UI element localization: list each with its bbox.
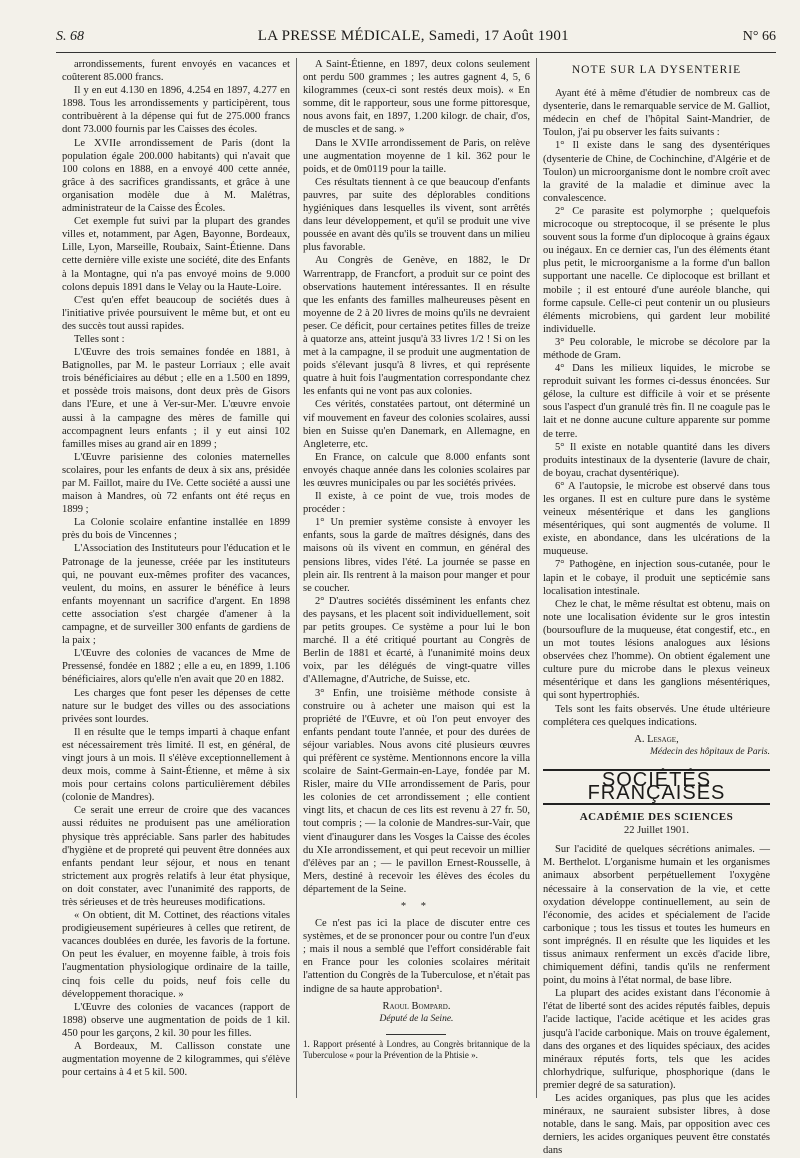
column-2 [296, 58, 536, 1098]
societes-heading: SOCIÉTÉS FRANÇAISES [543, 769, 770, 805]
paragraph: A Saint-Étienne, en 1897, deux colons seulement ont perdu 500 grammes ; les autres gagnent 4, 5, 6 kilogrammes (ceux-ci sont restés deux mois). « En somme, dit le rapporteur, sous une forme pittoresque, nous avons fait, en 1897, 1.200 kilogr. de chair, d'os, de muscles et de sang. » [302, 59, 530, 136]
note-title: NOTE SUR LA DYSENTERIE [571, 64, 742, 76]
paragraph: 3° Peu colorable, le microbe se décolore par la méthode de Gram. [542, 336, 770, 361]
paragraph: L'Œuvre des colonies de vacances (rapport de 1898) observe une augmentation de poids de 1 kil. 450 pour les garçons, 2 kil. 30 pour les filles. [62, 1001, 290, 1039]
paragraph: L'Association des Instituteurs pour l'éducation et le Patronage de la jeunesse, créée par les instituteurs qui, ne pouvant eux-mêmes profiter des vacances, veulent, du moins, en assurer le bénéfice à leurs enfants moyennant un sacrifice d'argent. En 1898 cette association s'est chargée d'amener à la campagne, et de surveiller 300 enfants de gardiens de la paix ; [62, 543, 290, 647]
author-role: Député de la Seine. [379, 1013, 454, 1024]
paragraph: arrondissements, furent envoyés en vacances et coûterent 85.000 francs. [62, 59, 290, 84]
paragraph: Chez le chat, le même résultat est obtenu, mais on note une localisation évidente sur le gros intestin (boursouflure de la muqueuse, état congestif, etc., en un mot toutes lésions analogues aux lésions observées chez l'homme). On obtient également une culture pure du microbe dans le plexus veineux mésentérique et dans les ganglions mésentériques, qui sont hypertrophiés. [542, 598, 770, 702]
paragraph: L'Œuvre des colonies de vacances de Mme de Pressensé, fondée en 1882 ; elle a eu, en 1899, 1.106 bénéficiaires, alors qu'elle n'en avait que 20 en 1882. [62, 648, 290, 686]
paragraph: 4° Dans les milieux liquides, le microbe se reproduit suivant les formes ci-dessus énoncées. Sur gélose, la culture est difficile à voir et se présente sous l'aspect d'un granulé très fin. Il ne coagule pas le lait et ne donne aucune culture apparente sur pomme de terre. [542, 363, 770, 440]
journal-title: LA PRESSE MÉDICALE, Samedi, 17 Août 1901 [257, 28, 569, 44]
paragraph: L'Œuvre des trois semaines fondée en 1881, à Batignolles, par M. le pasteur Lorriaux ; elle avait trois bénéficiaires au début ; elle en a 1.500 en 1899, et possède trois maisons, dont deux près de Gisors dans l'Eure, et une à Ver-sur-Mer. L'œuvre envoie aussi à la campagne des mères de famille qui accompagnent leurs enfants ; il y eut ainsi 102 familles mises au grand air en 1899 ; [62, 347, 290, 450]
paragraph: 2° Ce parasite est polymorphe ; quelquefois microcoque ou streptocoque, il se présente le plus souvent sous la forme d'un diplocoque à grains égaux ou inégaux. En ce dernier cas, l'un des éléments étant plus petit, le microorganisme a la forme d'un ballon supportant une nacelle. Ce diplocoque est brillant et mobile ; il est entouré d'une auréole blanche, qui forme capsule. Celle-ci peut contenir un ou plusieurs éléments microbiens, qui gardent leur mobilité individuelle. [542, 205, 770, 335]
paragraph: Sur l'acidité de quelques sécrétions animales. — M. Berthelot. L'organisme humain et les organismes animaux absorbent perpétuellement l'oxygène nécessaire à la conservation de la vie, et cette oxydation développe continuellement, au sein de l'économie, des acides et spécialement de l'acide carbonique ; tous les tissus et toutes les humeurs en sont imprégnés. Il en résulte que les liquides et les tissus animaux renferment un excès d'acide libre, chimiquement défini, tandis qu'ils ne renferment point, du moins à l'état normal, de base libre. [542, 844, 770, 987]
header-rule [56, 52, 776, 53]
paragraph: A Bordeaux, M. Callisson constate une augmentation moyenne de 2 kilogrammes, qui s'élève pour certains à 4 et 5 kil. 500. [62, 1041, 290, 1079]
paragraph: 6° A l'autopsie, le microbe est observé dans tous les organes. Il est en culture pure dans le système veineux mésentérique et dans les ganglions mésentériques, qui sont augmentés de volume. Il existe, en abondance, dans les ulcérations de la muqueuse. [542, 480, 770, 558]
column-2-body [303, 58, 530, 996]
paragraph: Au Congrès de Genève, en 1882, le Dr Warrentrapp, de Francfort, a produit sur ce point des observations hautement intéressantes. Il en résulte que les enfants des familles malheureuses pèsent en moyenne de 2 à 20 livres de moins qu'ils ne devraient peser. Ce déficit, pour certaines petites filles de treize à quatorze ans, atteint jusqu'à 33 livres 1/2 ! Si on les met à la campagne, il se produit une augmentation de poids s'élevant jusqu'à 8 livres, et qui représente quatre à huit fois l'augmentation correspondante chez les enfants qui ne vont pas aux colonies. [302, 255, 530, 398]
paragraph: L'Œuvre parisienne des colonies maternelles scolaires, pour les enfants de deux à six ans, présidée par M. Faillot, maire du IVe. Cette société a aussi une maison à Mandres, où 72 enfants ont été reçus en 1899 ; [62, 451, 290, 516]
paragraph: 7° Pathogène, en injection sous-cutanée, pour le lapin et le cobaye, il produit une septicémie sans localisation intestinale. [542, 559, 770, 597]
paragraph: 5° Il existe en notable quantité dans les divers produits intestinaux de la dysenterie (lavure de chair, de boyau, crachat dysentérique). [542, 441, 770, 479]
paragraph: Cet exemple fut suivi par la plupart des grandes villes et, notamment, par Agen, Bayonne, Bordeaux, Lille, Lyon, Marseille, Roubaix, Saint-Étienne. Dans cette dernière ville existe une société, dite des Enfants à la Montagne, qui n'a pas envoyé moins de 9.000 colons depuis 1891 dans le Velay ou la Haute-Loire. [62, 216, 290, 293]
paragraph: Ces vérités, constatées partout, ont déterminé un vif mouvement en faveur des colonies scolaires, aussi bien en Suisse qu'en Danemark, en Allemagne, en Angleterre, etc. [302, 399, 530, 450]
paragraph: Les charges que font peser les dépenses de cette nature sur le budget des villes ou des associations privées sont lourdes. [62, 687, 290, 725]
paragraph: Il existe, à ce point de vue, trois modes de procéder : [302, 491, 530, 516]
note-author: A. Lesage, [634, 733, 679, 745]
page-header [56, 28, 776, 50]
paragraph: Ce n'est pas ici la place de discuter entre ces systèmes, et de se prononcer pour ou contre l'un d'eux ; mais il nous a semblé que l'effort considérable fait en France pour les colonies scolaires méritait l'attention du Congrès de la Tuberculose, et n'était pas indigne de sa haute approbation¹. [302, 918, 530, 995]
paragraph: Ces résultats tiennent à ce que beaucoup d'enfants pauvres, par suite des déplorables conditions hygiéniques dans lesquelles ils vivent, sont arrêtés dans leur développement, et qu'il se produit une vive poussée en avant dès qu'ils se trouvent dans un milieu plus favorable. [302, 176, 530, 254]
issue-number: N° 66 [742, 29, 776, 44]
paragraph: Il y en eut 4.130 en 1896, 4.254 en 1897, 4.277 en 1898. Tous les arrondissements y participèrent, tous contribuèrent à la dépense qui fut de 275.000 francs dont 73.000 fournis par les Caisses des écoles. [62, 85, 290, 136]
note-author-role: Médecin des hôpitaux de Paris. [649, 746, 770, 757]
academie-heading: ACADÉMIE DES SCIENCES [579, 811, 734, 824]
paragraph: 1° Il existe dans le sang des dysentériques (dysenterie de Chine, de Cochinchine, d'Algérie et de Toulon) un microorganisme dont le nombre croît avec la gravité de la maladie et diminue avec la convalescence. [542, 140, 770, 204]
paragraph: Il en résulte que le temps imparti à chaque enfant est nécessairement très limité. Il est, en général, de vingt jours à un mois. Il s'élève exceptionnellement à deux mois, comme à Saint-Étienne, et même à six mois pour certains colons particulièrement débiles (colonie de Mandres). [62, 726, 290, 804]
paragraph: En France, on calcule que 8.000 enfants sont envoyés chaque année dans les colonies scolaires par les œuvres municipales ou par les sociétés privées. [302, 451, 530, 489]
paragraph: Le XVIIe arrondissement de Paris (dont la population égale 200.000 habitants) qui n'avait que 100 colons en 1888, en a envoyé 400 cette année, grâce à des sacrifices grandissants, et grâce à une organisation modèle due à M. Malétras, administrateur de la Caisse des Écoles. [62, 137, 290, 215]
paragraph: Tels sont les faits observés. Une étude ultérieure complétera ces quelques indications. [542, 703, 770, 728]
paragraph: Ayant été à même d'étudier de nombreux cas de dysenterie, dans le remarquable service de M. Galliot, médecin en chef de l'hôpital Saint-Mandrier, de Toulon, j'ai pu observer les faits suivants : [542, 88, 770, 139]
paragraph: La Colonie scolaire enfantine installée en 1899 près du bois de Vincennes ; [62, 517, 290, 542]
paragraph: 3° Enfin, une troisième méthode consiste à construire ou à acheter une maison qui est la propriété de l'Œuvre, et où l'on peut envoyer des enfants pendant toute l'année, et pour des durées de séjour variables. Nous avons cité plusieurs œuvres qui préfèrent ce système. Mentionnons encore la villa scolaire de Saint-Germain-en-Laye, fondée par M. Risler, maire du VIIe arrondissement de Paris, pour les colonies de cet arrondissement ; elle contient vingt lits, et chacun de ces lits est revenu à 27 fr. 50, tout compris ; — la colonie de Mandres-sur-Vair, que vient d'inaugurer dans les Vosges la Caisse des écoles du XIe arrondissement, et qui peut recevoir un millier d'élèves par an ; — le pavillon Ernest-Rousselle, à Mers, destiné à recevoir les élèves des écoles du département de la Seine. [302, 687, 530, 895]
footnote: 1. Rapport présenté à Londres, au Congrès britannique de la Tuberculose « pour la Prévention de la Phtisie ». [302, 1038, 530, 1060]
paragraph: Ce serait une erreur de croire que des vacances aussi réduites ne produisent pas une amélioration physique très appréciable. Sans parler des habitudes d'hygiène et de propreté qui peuvent être données aux enfants pendant leur séjour, et nous en tenant strictement aux progrès relatifs à leur état physique, on doit constater, avec l'unanimité des rapports, de très sérieuses et de très heureuses modifications. [62, 805, 290, 908]
paragraph: 2° D'autres sociétés disséminent les enfants chez des paysans, et les placent soit individuellement, soit par petits groupes. Ce système a pour lui le bon marché. Il a été critiqué pourtant au Congrès de Berlin de 1881 et écarté, à l'unanimité moins deux voix, par les délégués de vingt-quatre villes d'Allemagne, d'Autriche, de Suisse, etc. [302, 595, 530, 686]
paragraph: Dans le XVIIe arrondissement de Paris, on relève une augmentation moyenne de 1 kil. 362 pour le poids, et de 0m0119 pour la taille. [302, 137, 530, 175]
column-1 [56, 58, 296, 1098]
footnote-rule [386, 1034, 446, 1035]
signature-bompard [303, 1000, 530, 1026]
page-number: S. 68 [56, 29, 84, 44]
columns [56, 58, 776, 1157]
column-3 [536, 58, 776, 1157]
paragraph: Les acides organiques, pas plus que les acides minéraux, ne sauraient subsister libres, à dose notable, dans le sang. Mais, par opposition avec ces derniers, les acides organiques peuvent être constatés dans [542, 1093, 770, 1157]
academie-date: 22 Juillet 1901. [623, 825, 689, 837]
paragraph: Telles sont : [74, 333, 125, 345]
signature-lesage [543, 733, 770, 759]
paragraph: La plupart des acides existant dans l'économie à l'état de liberté sont des acides réputés faibles, depuis l'acide lactique, l'acide acétique et les acides gras jusqu'à l'acide carbonique. Mais on trouve également, dans des organes et des liquides spéciaux, des acides minéraux réputés forts, tels que les acides chlorhydrique, sulfurique, phosphorique (dans le premier degré de sa saturation). [542, 988, 770, 1091]
academie-body [543, 843, 770, 1157]
note-body [543, 87, 770, 729]
paragraph: « On obtient, dit M. Cottinet, des réactions vitales prodigieusement supérieures à celles que retirent, de vacances doublées en durée, les favoris de la fortune. On peut les évaluer, en moyenne faible, à trois fois l'augmentation physiologique ordinaire de la taille, cinq fois celle du poids, neuf fois celle du développement thoracique. » [62, 910, 290, 1000]
separator-stars: * * [400, 901, 433, 912]
paragraph: C'est qu'en effet beaucoup de sociétés dues à l'initiative privée poursuivent le même but, et ont eu des succès tout aussi rapides. [62, 294, 290, 332]
author-name: Raoul Bompard. [382, 1000, 451, 1012]
paragraph: 1° Un premier système consiste à envoyer les enfants, sous la garde de maîtres désignés, dans des maisons où ils vivent en commun, en général des pensions libres, vides l'été. La journée se passe en plein air. Ils rentrent à la maison pour manger et pour se coucher. [302, 517, 530, 594]
